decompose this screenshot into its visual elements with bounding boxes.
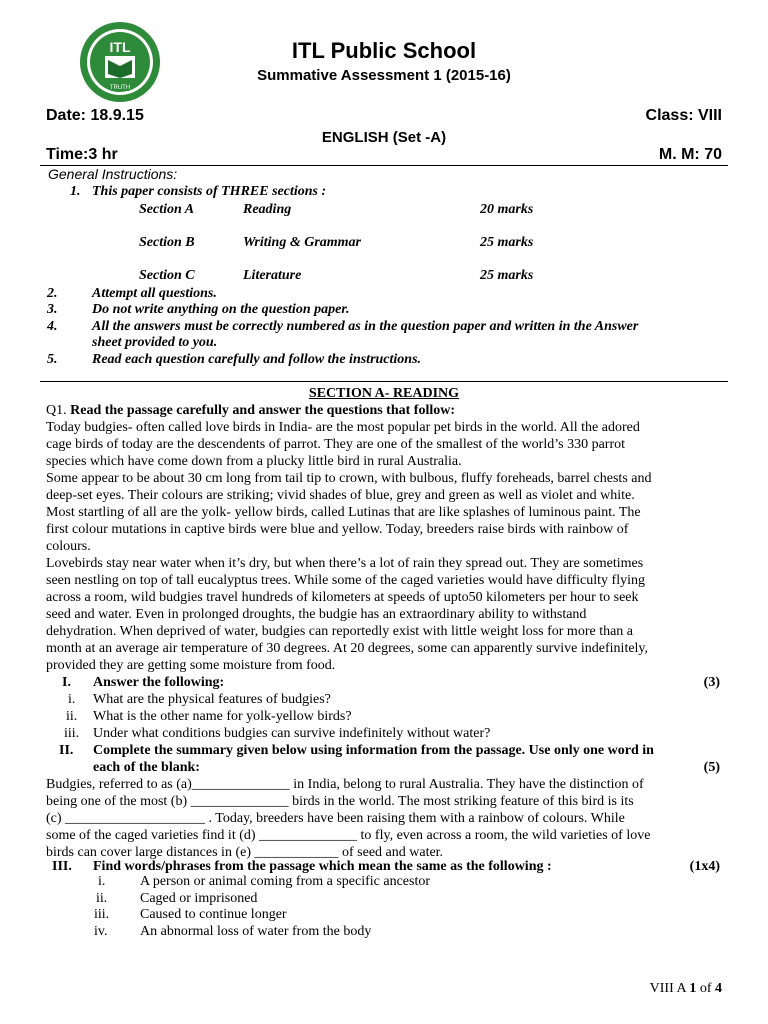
- part-1-question: What is the other name for yolk-yellow birds?: [93, 709, 352, 724]
- section-c-marks: 25 marks: [480, 268, 534, 283]
- summary-line: Budgies, referred to as (a)______________ in India, belong to rural Australia. They have the distinction of: [46, 777, 644, 792]
- section-b-topic: Writing & Grammar: [243, 235, 361, 250]
- part-2-title-line1: Complete the summary given below using information from the passage. Use only one word in: [93, 743, 654, 758]
- section-c-topic: Literature: [243, 268, 302, 283]
- section-b-marks: 25 marks: [480, 235, 534, 250]
- section-a-marks: 20 marks: [480, 202, 534, 217]
- summary-paragraph: [46, 776, 650, 861]
- footer-of: of: [696, 981, 715, 996]
- exam-date: Date: 18.9.15: [46, 107, 144, 124]
- summary-line: birds can cover large distances in (e) ____________ of seed and water.: [46, 845, 444, 860]
- part-3-question: An abnormal loss of water from the body: [140, 924, 372, 939]
- instructions-rule: [40, 381, 728, 382]
- school-name: ITL Public School: [291, 38, 477, 63]
- part-1-q-num: iii.: [64, 726, 80, 741]
- assessment-title: Summative Assessment 1 (2015-16): [257, 67, 511, 84]
- passage-line: seed and water. Even in prolonged droughts, the budgie has an extraordinary ability to withstand: [46, 607, 587, 622]
- exam-time: Time:3 hr: [46, 146, 118, 163]
- passage-line: provided they are getting some moisture from food.: [46, 658, 336, 673]
- passage-line: across a room, wild budgies travel hundreds of kilometers at speeds of upto50 kilometers per hour to seek: [46, 590, 639, 605]
- part-1-q-num: i.: [68, 692, 76, 707]
- passage-line: month at an average air temperature of 30 degrees. At 20 degrees, some can apparently survive indefinitely,: [46, 641, 649, 656]
- part-1-question: Under what conditions budgies can survive indefinitely without water?: [93, 726, 491, 741]
- part-2-num: II.: [59, 743, 74, 758]
- exam-class: Class: VIII: [645, 107, 722, 124]
- passage-line: species which have come down from a plucky little bird in rural Australia.: [46, 454, 462, 469]
- summary-line: (c) ____________________ . Today, breeders have been raising them with a rainbow of colours. While: [46, 811, 625, 826]
- section-c-name: Section C: [139, 268, 195, 283]
- part-3-num: III.: [52, 859, 72, 874]
- passage: [46, 419, 651, 674]
- part-3-title: Find words/phrases from the passage which mean the same as the following :: [93, 859, 552, 874]
- instruction-2-num: 2.: [47, 286, 58, 301]
- part-3-question: A person or animal coming from a specific ancestor: [140, 874, 431, 889]
- instruction-4-num: 4.: [47, 319, 58, 334]
- passage-line: colours.: [46, 539, 91, 554]
- instruction-4-line2: sheet provided to you.: [92, 335, 218, 350]
- passage-line: Today budgies- often called love birds in India- are the most popular pet birds in the world. All the adored: [46, 420, 640, 435]
- exam-subject: ENGLISH (Set -A): [321, 129, 447, 146]
- passage-line: dehydration. When deprived of water, budgies can reportedly exist with little weight loss for more than a: [46, 624, 634, 639]
- q1-prompt: Read the passage carefully and answer the questions that follow:: [70, 403, 456, 418]
- part-3-question: Caged or imprisoned: [140, 891, 258, 906]
- instruction-3: Do not write anything on the question paper.: [92, 302, 350, 317]
- section-a-name: Section A: [139, 202, 195, 217]
- q1-line: [46, 402, 455, 419]
- part-1-question: What are the physical features of budgies?: [93, 692, 331, 707]
- instruction-4-line1: All the answers must be correctly numbered as in the question paper and written in the Answer: [92, 319, 639, 334]
- passage-line: Lovebirds stay near water when it’s dry, but when there’s a lot of rain they spread out. They are sometimes: [46, 556, 644, 571]
- instructions-title: General Instructions:: [48, 166, 178, 182]
- q1-number: Q1.: [46, 403, 67, 418]
- passage-line: Some appear to be about 30 cm long from tail tip to crown, with bulbous, fluffy foreheads, barrel chests and: [46, 471, 652, 486]
- part-3-q-num: iii.: [94, 907, 110, 922]
- part-3-marks: (1x4): [689, 859, 720, 874]
- part-2-title-line2: each of the blank:: [93, 760, 200, 775]
- instruction-1: This paper consists of THREE sections :: [92, 184, 327, 199]
- part-1-num: I.: [62, 675, 71, 690]
- part-1-title: Answer the following:: [93, 675, 225, 690]
- footer-page-total: 4: [715, 981, 722, 996]
- page-footer: [650, 980, 722, 997]
- logo-text: ITL: [109, 39, 131, 55]
- part-3-q-num: ii.: [96, 891, 108, 906]
- summary-line: being one of the most (b) ______________ birds in the world. The most striking feature of this bird is its: [46, 794, 634, 809]
- summary-line: some of the caged varieties find it (d) ______________ to fly, even across a room, the wild varieties of love: [46, 828, 651, 843]
- part-3-q-num: iv.: [94, 924, 108, 939]
- section-a-topic: Reading: [243, 202, 292, 217]
- passage-line: cage birds of today are the descendents of parrot. They are one of the smallest of the world’s 330 parrot: [46, 437, 625, 452]
- part-3-question: Caused to continue longer: [140, 907, 287, 922]
- part-1-marks: (3): [703, 675, 720, 690]
- part-3-q-num: i.: [98, 874, 106, 889]
- max-marks: M. M: 70: [658, 146, 722, 163]
- instruction-2: Attempt all questions.: [92, 286, 217, 301]
- passage-line: first colour mutations in captive birds were blue and yellow. Today, breeders raise birds with rainbow of: [46, 522, 629, 537]
- logo-motto: TRUTH: [109, 85, 131, 91]
- passage-line: Most startling of all are the yolk- yellow birds, called Lutinas that are like splashes of luminous paint. The: [46, 505, 641, 520]
- instruction-1-num: 1.: [70, 184, 81, 199]
- footer-prefix: VIII A: [649, 981, 690, 996]
- passage-line: deep-set eyes. Their colours are striking; vivid shades of blue, grey and green as well as violet and white.: [46, 488, 635, 503]
- passage-line: seen nestling on top of tall eucalyptus trees. While some of the caged varieties would have difficulty flying: [46, 573, 645, 588]
- part-1-q-num: ii.: [66, 709, 78, 724]
- instruction-3-num: 3.: [47, 302, 58, 317]
- section-b-name: Section B: [139, 235, 195, 250]
- part-2-marks: (5): [703, 760, 720, 775]
- section-a-heading: SECTION A- READING: [308, 386, 460, 401]
- instruction-5: Read each question carefully and follow the instructions.: [92, 352, 422, 367]
- footer-page-number: 1: [689, 981, 697, 996]
- instruction-5-num: 5.: [47, 352, 58, 367]
